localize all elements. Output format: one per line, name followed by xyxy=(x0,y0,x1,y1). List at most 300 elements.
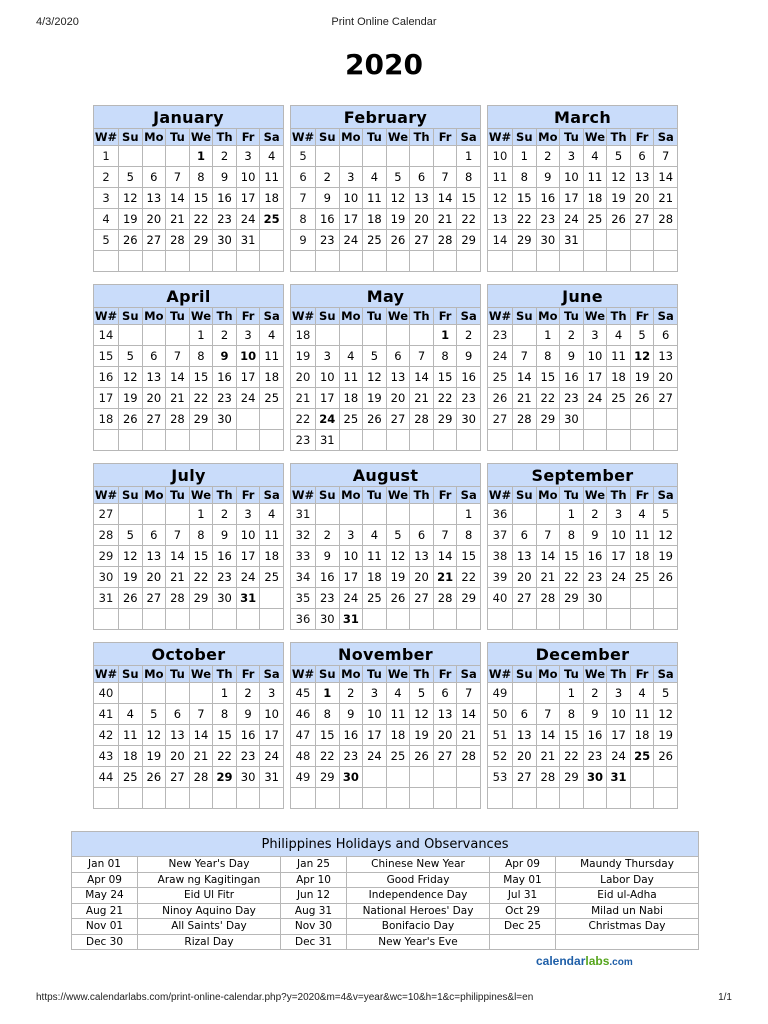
week-row xyxy=(291,567,481,588)
day-cell: 23 xyxy=(316,230,340,251)
week-number xyxy=(94,251,119,272)
holiday-name: Bonifacio Day xyxy=(347,919,490,935)
day-cell: 12 xyxy=(386,188,410,209)
week-row xyxy=(94,704,284,725)
week-row xyxy=(488,767,678,788)
day-cell xyxy=(536,504,560,525)
day-cell xyxy=(386,767,410,788)
day-cell: 8 xyxy=(316,704,340,725)
day-cell: 1 xyxy=(213,683,237,704)
day-cell: 16 xyxy=(236,725,260,746)
week-number: 5 xyxy=(291,146,316,167)
day-cell: 28 xyxy=(654,209,678,230)
day-header: Fr xyxy=(630,129,654,146)
month-august xyxy=(290,463,480,630)
day-header: Th xyxy=(410,666,434,683)
day-cell: 12 xyxy=(363,367,387,388)
day-header: Th xyxy=(410,308,434,325)
week-number: 10 xyxy=(488,146,513,167)
holiday-name: Rizal Day xyxy=(138,934,281,950)
day-cell: 22 xyxy=(457,209,481,230)
day-cell xyxy=(536,251,560,272)
day-cell xyxy=(189,788,213,809)
day-cell: 1 xyxy=(560,683,584,704)
week-number: 4 xyxy=(94,209,119,230)
day-cell: 20 xyxy=(654,367,678,388)
day-cell: 14 xyxy=(433,188,457,209)
day-cell xyxy=(607,430,631,451)
day-cell: 12 xyxy=(142,725,166,746)
print-date: 4/3/2020 xyxy=(36,16,79,28)
day-cell: 11 xyxy=(260,525,284,546)
day-header: Fr xyxy=(433,666,457,683)
day-cell xyxy=(560,251,584,272)
day-cell: 30 xyxy=(536,230,560,251)
day-cell xyxy=(363,788,387,809)
month-february xyxy=(290,105,480,272)
day-cell: 23 xyxy=(339,746,363,767)
day-cell: 30 xyxy=(560,409,584,430)
week-row xyxy=(488,251,678,272)
week-number: 31 xyxy=(94,588,119,609)
day-cell xyxy=(363,504,387,525)
day-cell: 11 xyxy=(260,167,284,188)
day-header: Su xyxy=(513,487,537,504)
holiday-date: Nov 30 xyxy=(281,919,347,935)
day-header: Th xyxy=(607,666,631,683)
day-cell xyxy=(142,504,166,525)
day-cell xyxy=(607,251,631,272)
day-cell: 31 xyxy=(316,430,340,451)
day-header: Su xyxy=(316,487,340,504)
day-cell: 25 xyxy=(119,767,143,788)
day-header: Sa xyxy=(260,666,284,683)
week-row xyxy=(291,725,481,746)
day-cell xyxy=(630,430,654,451)
day-header: Mo xyxy=(339,129,363,146)
week-row xyxy=(488,230,678,251)
day-cell: 25 xyxy=(260,567,284,588)
day-cell: 21 xyxy=(410,388,434,409)
week-row xyxy=(488,504,678,525)
day-cell: 9 xyxy=(236,704,260,725)
day-cell: 27 xyxy=(654,388,678,409)
day-cell xyxy=(363,146,387,167)
week-number: 36 xyxy=(488,504,513,525)
print-footer xyxy=(0,992,768,1008)
day-header: We xyxy=(387,130,408,144)
holiday-name: National Heroes' Day xyxy=(347,903,490,919)
day-header: Fr xyxy=(630,666,654,683)
day-cell: 29 xyxy=(433,409,457,430)
day-cell: 2 xyxy=(457,325,481,346)
day-cell: 16 xyxy=(213,546,237,567)
day-cell xyxy=(260,251,284,272)
week-row xyxy=(488,546,678,567)
day-header: Su xyxy=(513,666,537,683)
week-number xyxy=(94,788,119,809)
holiday-name: New Year's Day xyxy=(138,857,281,873)
day-cell: 14 xyxy=(513,367,537,388)
day-cell: 3 xyxy=(583,325,607,346)
day-header: We xyxy=(387,488,408,502)
day-cell: 20 xyxy=(513,746,537,767)
day-cell: 13 xyxy=(433,704,457,725)
day-cell xyxy=(260,609,284,630)
week-number: 17 xyxy=(94,388,119,409)
day-cell: 8 xyxy=(560,704,584,725)
day-header: Mo xyxy=(339,487,363,504)
day-cell: 29 xyxy=(189,588,213,609)
day-cell: 13 xyxy=(513,725,537,746)
month-name: May xyxy=(291,285,481,308)
week-number: 27 xyxy=(488,409,513,430)
day-cell: 21 xyxy=(433,567,457,588)
month-july xyxy=(93,463,283,630)
day-cell xyxy=(410,146,434,167)
week-number xyxy=(488,430,513,451)
day-cell: 29 xyxy=(189,230,213,251)
day-cell xyxy=(386,146,410,167)
day-cell xyxy=(166,609,190,630)
day-cell: 28 xyxy=(457,746,481,767)
day-cell xyxy=(213,430,237,451)
day-cell xyxy=(536,683,560,704)
week-row xyxy=(291,146,481,167)
day-cell: 18 xyxy=(386,725,410,746)
day-cell: 13 xyxy=(513,546,537,567)
day-cell xyxy=(457,609,481,630)
day-header: Th xyxy=(607,308,631,325)
day-cell: 19 xyxy=(119,388,143,409)
day-cell: 20 xyxy=(410,567,434,588)
holiday-name: Chinese New Year xyxy=(347,857,490,873)
day-cell: 1 xyxy=(457,504,481,525)
week-number: 15 xyxy=(94,346,119,367)
day-header: Su xyxy=(513,308,537,325)
day-cell: 20 xyxy=(410,209,434,230)
day-cell: 7 xyxy=(433,167,457,188)
day-cell: 20 xyxy=(166,746,190,767)
day-cell: 16 xyxy=(213,188,237,209)
day-cell xyxy=(433,146,457,167)
day-cell xyxy=(630,588,654,609)
day-cell: 24 xyxy=(583,388,607,409)
day-header: W# xyxy=(94,130,118,144)
day-cell: 5 xyxy=(654,683,678,704)
month-december xyxy=(487,642,677,809)
day-header: W# xyxy=(488,667,512,681)
day-cell xyxy=(583,430,607,451)
day-cell: 31 xyxy=(560,230,584,251)
week-number: 37 xyxy=(488,525,513,546)
week-row xyxy=(94,409,284,430)
holiday-date: Aug 31 xyxy=(281,903,347,919)
day-cell xyxy=(316,251,340,272)
day-header: Th xyxy=(213,487,237,504)
day-cell xyxy=(166,251,190,272)
day-cell: 6 xyxy=(142,167,166,188)
day-cell: 9 xyxy=(316,188,340,209)
day-cell: 10 xyxy=(583,346,607,367)
day-cell: 15 xyxy=(189,188,213,209)
week-row xyxy=(488,609,678,630)
day-cell: 16 xyxy=(316,567,340,588)
day-cell: 13 xyxy=(166,725,190,746)
day-cell: 11 xyxy=(630,704,654,725)
week-number: 3 xyxy=(94,188,119,209)
day-cell xyxy=(607,409,631,430)
day-header: Tu xyxy=(166,308,190,325)
day-cell xyxy=(433,504,457,525)
day-cell xyxy=(513,504,537,525)
week-number: 23 xyxy=(291,430,316,451)
holiday-date: Dec 25 xyxy=(490,919,556,935)
day-header: Sa xyxy=(260,129,284,146)
day-cell: 2 xyxy=(316,525,340,546)
day-cell: 28 xyxy=(433,588,457,609)
logo-part-labs: labs xyxy=(585,954,610,968)
day-cell: 8 xyxy=(189,525,213,546)
week-number: 23 xyxy=(488,325,513,346)
day-cell: 6 xyxy=(513,525,537,546)
day-cell: 26 xyxy=(410,746,434,767)
day-cell: 8 xyxy=(433,346,457,367)
day-cell: 11 xyxy=(607,346,631,367)
day-header: Fr xyxy=(236,666,260,683)
page-title: 2020 xyxy=(345,48,423,81)
day-cell: 17 xyxy=(583,367,607,388)
day-cell xyxy=(260,430,284,451)
week-row xyxy=(291,188,481,209)
week-number: 36 xyxy=(291,609,316,630)
day-cell xyxy=(410,504,434,525)
day-cell: 3 xyxy=(339,167,363,188)
day-cell: 28 xyxy=(536,588,560,609)
day-cell: 5 xyxy=(630,325,654,346)
week-number: 14 xyxy=(94,325,119,346)
day-cell xyxy=(339,788,363,809)
day-cell xyxy=(316,325,340,346)
month-name: February xyxy=(291,106,481,129)
day-cell: 21 xyxy=(433,209,457,230)
day-cell: 22 xyxy=(189,388,213,409)
day-cell: 20 xyxy=(142,209,166,230)
week-number: 8 xyxy=(291,209,316,230)
day-cell: 26 xyxy=(654,746,678,767)
day-cell: 6 xyxy=(513,704,537,725)
day-header: Tu xyxy=(363,487,387,504)
calendarlabs-logo[interactable] xyxy=(536,954,633,968)
day-cell: 11 xyxy=(339,367,363,388)
day-header: Su xyxy=(119,666,143,683)
day-header: Sa xyxy=(654,666,678,683)
day-cell: 14 xyxy=(536,546,560,567)
day-header: We xyxy=(190,488,211,502)
day-cell: 6 xyxy=(410,525,434,546)
day-cell xyxy=(654,251,678,272)
day-cell: 1 xyxy=(189,146,213,167)
day-cell: 8 xyxy=(560,525,584,546)
holiday-name: Independence Day xyxy=(347,888,490,904)
day-cell: 15 xyxy=(316,725,340,746)
day-cell xyxy=(513,325,537,346)
day-cell: 8 xyxy=(189,167,213,188)
day-cell xyxy=(119,430,143,451)
week-number: 35 xyxy=(291,588,316,609)
week-row xyxy=(94,388,284,409)
day-cell: 5 xyxy=(142,704,166,725)
week-number xyxy=(488,251,513,272)
week-row xyxy=(291,609,481,630)
day-cell: 2 xyxy=(583,683,607,704)
day-cell: 5 xyxy=(363,346,387,367)
day-header: Tu xyxy=(560,666,584,683)
week-number: 16 xyxy=(94,367,119,388)
logo-part-calendar: calendar xyxy=(536,954,586,968)
day-cell: 5 xyxy=(386,167,410,188)
day-cell: 29 xyxy=(513,230,537,251)
day-cell xyxy=(339,325,363,346)
day-cell: 21 xyxy=(654,188,678,209)
day-cell: 2 xyxy=(213,325,237,346)
day-cell: 18 xyxy=(119,746,143,767)
month-september xyxy=(487,463,677,630)
day-cell: 10 xyxy=(339,188,363,209)
day-cell: 18 xyxy=(607,367,631,388)
day-cell: 13 xyxy=(142,546,166,567)
day-cell: 26 xyxy=(119,230,143,251)
day-cell: 9 xyxy=(583,525,607,546)
day-cell: 30 xyxy=(236,767,260,788)
day-cell xyxy=(654,588,678,609)
day-header: Mo xyxy=(339,666,363,683)
day-cell: 18 xyxy=(630,725,654,746)
day-cell xyxy=(654,430,678,451)
holiday-row xyxy=(72,934,699,950)
day-cell: 30 xyxy=(213,588,237,609)
week-number: 2 xyxy=(94,167,119,188)
day-cell: 10 xyxy=(260,704,284,725)
day-cell: 16 xyxy=(583,546,607,567)
day-cell: 20 xyxy=(433,725,457,746)
day-cell: 28 xyxy=(166,409,190,430)
day-cell: 19 xyxy=(142,746,166,767)
week-number: 29 xyxy=(94,546,119,567)
month-name: June xyxy=(488,285,678,308)
day-cell xyxy=(433,788,457,809)
week-number: 39 xyxy=(488,567,513,588)
day-cell: 5 xyxy=(119,167,143,188)
day-cell: 27 xyxy=(142,409,166,430)
holiday-row xyxy=(72,903,699,919)
week-row xyxy=(94,346,284,367)
day-cell: 12 xyxy=(119,546,143,567)
day-cell xyxy=(189,683,213,704)
day-cell: 22 xyxy=(433,388,457,409)
holiday-date: Dec 31 xyxy=(281,934,347,950)
day-cell: 25 xyxy=(363,230,387,251)
day-cell: 25 xyxy=(630,746,654,767)
day-header: Th xyxy=(213,129,237,146)
day-cell: 20 xyxy=(386,388,410,409)
day-cell xyxy=(189,251,213,272)
week-row xyxy=(291,430,481,451)
week-number xyxy=(291,251,316,272)
day-cell: 19 xyxy=(386,209,410,230)
day-cell: 25 xyxy=(363,588,387,609)
day-header: Fr xyxy=(236,129,260,146)
day-header: Mo xyxy=(339,308,363,325)
day-cell: 8 xyxy=(457,525,481,546)
day-cell xyxy=(433,767,457,788)
day-cell: 7 xyxy=(189,704,213,725)
day-cell: 9 xyxy=(583,704,607,725)
day-cell xyxy=(142,430,166,451)
day-cell: 15 xyxy=(457,188,481,209)
week-row xyxy=(291,325,481,346)
day-header: Su xyxy=(316,308,340,325)
week-number: 21 xyxy=(291,388,316,409)
day-cell: 7 xyxy=(166,346,190,367)
day-header: We xyxy=(584,488,605,502)
week-row xyxy=(488,567,678,588)
day-header: Sa xyxy=(260,487,284,504)
day-cell: 10 xyxy=(236,167,260,188)
day-cell xyxy=(363,251,387,272)
day-header: Mo xyxy=(536,487,560,504)
week-number xyxy=(488,609,513,630)
day-cell: 25 xyxy=(583,209,607,230)
week-row xyxy=(488,388,678,409)
day-cell xyxy=(433,430,457,451)
day-cell: 19 xyxy=(410,725,434,746)
day-cell xyxy=(654,409,678,430)
week-row xyxy=(488,725,678,746)
week-row xyxy=(488,525,678,546)
day-cell: 3 xyxy=(260,683,284,704)
month-name: August xyxy=(291,464,481,487)
day-header: Tu xyxy=(560,308,584,325)
day-cell: 3 xyxy=(316,346,340,367)
day-cell: 21 xyxy=(457,725,481,746)
day-cell: 29 xyxy=(213,767,237,788)
day-cell: 7 xyxy=(513,346,537,367)
day-cell: 23 xyxy=(316,588,340,609)
day-cell: 9 xyxy=(213,525,237,546)
holiday-date: Jun 12 xyxy=(281,888,347,904)
day-header: Mo xyxy=(142,129,166,146)
week-number: 34 xyxy=(291,567,316,588)
day-cell xyxy=(410,325,434,346)
day-header: Sa xyxy=(457,308,481,325)
day-cell: 23 xyxy=(536,209,560,230)
day-cell: 19 xyxy=(654,546,678,567)
day-cell: 14 xyxy=(536,725,560,746)
day-cell: 29 xyxy=(536,409,560,430)
day-cell: 1 xyxy=(560,504,584,525)
day-cell: 7 xyxy=(166,525,190,546)
day-header: We xyxy=(584,130,605,144)
day-cell: 11 xyxy=(630,525,654,546)
print-title: Print Online Calendar xyxy=(331,16,437,28)
holidays-panel xyxy=(71,831,698,950)
day-cell: 1 xyxy=(513,146,537,167)
day-header: Th xyxy=(410,487,434,504)
holiday-date xyxy=(490,934,556,950)
week-row xyxy=(291,388,481,409)
day-cell: 26 xyxy=(119,588,143,609)
